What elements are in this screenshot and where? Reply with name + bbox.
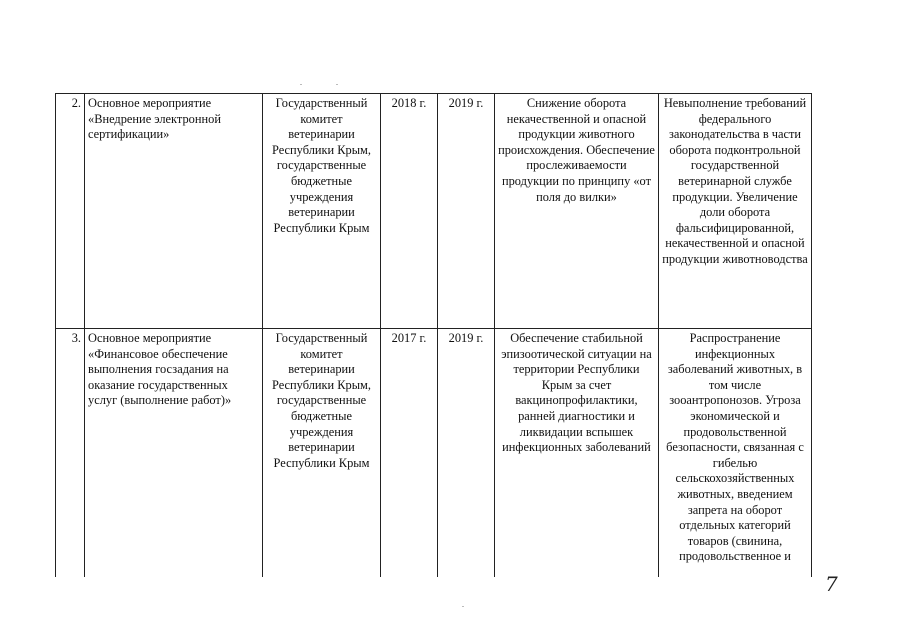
executor-cell: Государственный комитет ветеринарии Республики Крым, государственные бюджетные учреждения ветеринарии Республики Крым <box>263 329 381 578</box>
table-row <box>56 94 812 329</box>
executor-cell: Государственный комитет ветеринарии Республики Крым, государственные бюджетные учреждения ветеринарии Республики Крым <box>263 94 381 329</box>
activities-table <box>55 93 812 577</box>
row-number: 3. <box>56 329 85 578</box>
document-table-container <box>55 93 812 577</box>
start-year-cell: 2018 г. <box>381 94 438 329</box>
consequence-cell: Невыполнение требований федерального законодательства в части оборота подконтрольной государственной ветеринарной службе продукции. Увеличение доли оборота фальсифицированной, некачественной и опасной продукции животноводства <box>659 94 812 329</box>
table-row <box>56 329 812 578</box>
consequence-cell: Распространение инфекционных заболеваний животных, в том числе зооантропонозов. Угроза экономической и продовольственной безопасности, связанная с гибелью сельскохозяйственных животных, введением запрета на оборот отдельных категорий товаров (свинина, продовольственное и <box>659 329 812 578</box>
event-name-cell: Основное мероприятие «Внедрение электронной сертификации» <box>85 94 263 329</box>
row-number: 2. <box>56 94 85 329</box>
scan-speck <box>462 606 464 607</box>
event-name-cell: Основное мероприятие «Финансовое обеспечение выполнения госзадания на оказание государственных услуг (выполнение работ)» <box>85 329 263 578</box>
scan-speck <box>300 84 302 85</box>
expected-result-cell: Обеспечение стабильной эпизоотической ситуации на территории Республики Крым за счет вакцинопрофилактики, ранней диагностики и ликвидации вспышек инфекционных заболеваний <box>495 329 659 578</box>
end-year-cell: 2019 г. <box>438 329 495 578</box>
start-year-cell: 2017 г. <box>381 329 438 578</box>
end-year-cell: 2019 г. <box>438 94 495 329</box>
scan-speck <box>336 84 338 85</box>
page-number: 7 <box>825 572 838 596</box>
expected-result-cell: Снижение оборота некачественной и опасной продукции животного происхождения. Обеспечение прослеживаемости продукции по принципу «от поля до вилки» <box>495 94 659 329</box>
